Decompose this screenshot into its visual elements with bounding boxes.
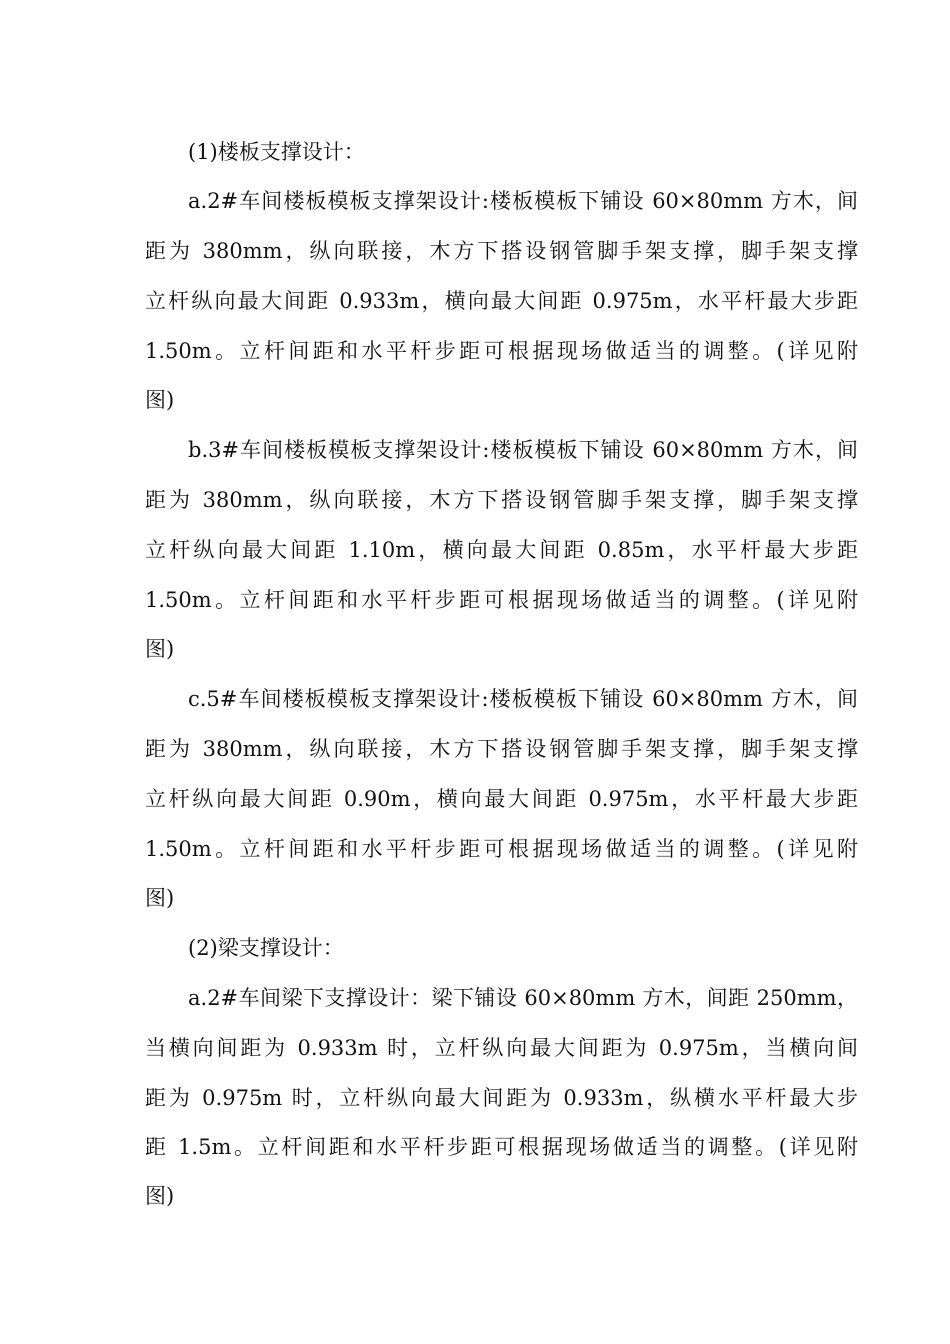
paragraph-line: 1.50m。立杆间距和水平杆步距可根据现场做适当的调整。(详见附 [145,339,858,363]
paragraph-line: 距为 380mm，纵向联接，木方下搭设钢管脚手架支撑，脚手架支撑 [145,737,858,761]
paragraph-line: c.5#车间楼板模板支撑架设计:楼板模板下铺设 60×80mm 方木，间 [188,687,858,711]
paragraph-line: 立杆纵向最大间距 1.10m，横向最大间距 0.85m，水平杆最大步距 [145,538,858,562]
paragraph-line: 距为 380mm，纵向联接，木方下搭设钢管脚手架支撑，脚手架支撑 [145,488,858,512]
paragraph-line: 当横向间距为 0.933m 时，立杆纵向最大间距为 0.975m，当横向间 [145,1036,858,1060]
paragraph-line: 图) [145,886,175,910]
paragraph-line: 立杆纵向最大间距 0.90m，横向最大间距 0.975m，水平杆最大步距 [145,787,858,811]
paragraph-line: 1.50m。立杆间距和水平杆步距可根据现场做适当的调整。(详见附 [145,837,858,861]
paragraph-line: 1.50m。立杆间距和水平杆步距可根据现场做适当的调整。(详见附 [145,588,858,612]
paragraph-line: 距 1.5m。立杆间距和水平杆步距可根据现场做适当的调整。(详见附 [145,1135,858,1159]
section-heading-floor-support: (1)楼板支撑设计： [188,140,365,164]
paragraph-line: 立杆纵向最大间距 0.933m，横向最大间距 0.975m，水平杆最大步距 [145,289,858,313]
paragraph-line: 距为 380mm，纵向联接，木方下搭设钢管脚手架支撑，脚手架支撑 [145,239,858,263]
section-heading-beam-support: (2)梁支撑设计： [188,936,344,960]
paragraph-line: 图) [145,388,175,412]
paragraph-line: b.3#车间楼板模板支撑架设计:楼板模板下铺设 60×80mm 方木，间 [188,438,858,462]
paragraph-line: 图) [145,637,175,661]
paragraph-line: a.2#车间楼板模板支撑架设计:楼板模板下铺设 60×80mm 方木，间 [188,189,858,213]
paragraph-line: 距为 0.975m 时，立杆纵向最大间距为 0.933m，纵横水平杆最大步 [145,1086,858,1110]
paragraph-line: a.2#车间梁下支撑设计：梁下铺设 60×80mm 方木，间距 250mm， [188,986,858,1010]
paragraph-line: 图) [145,1184,175,1208]
